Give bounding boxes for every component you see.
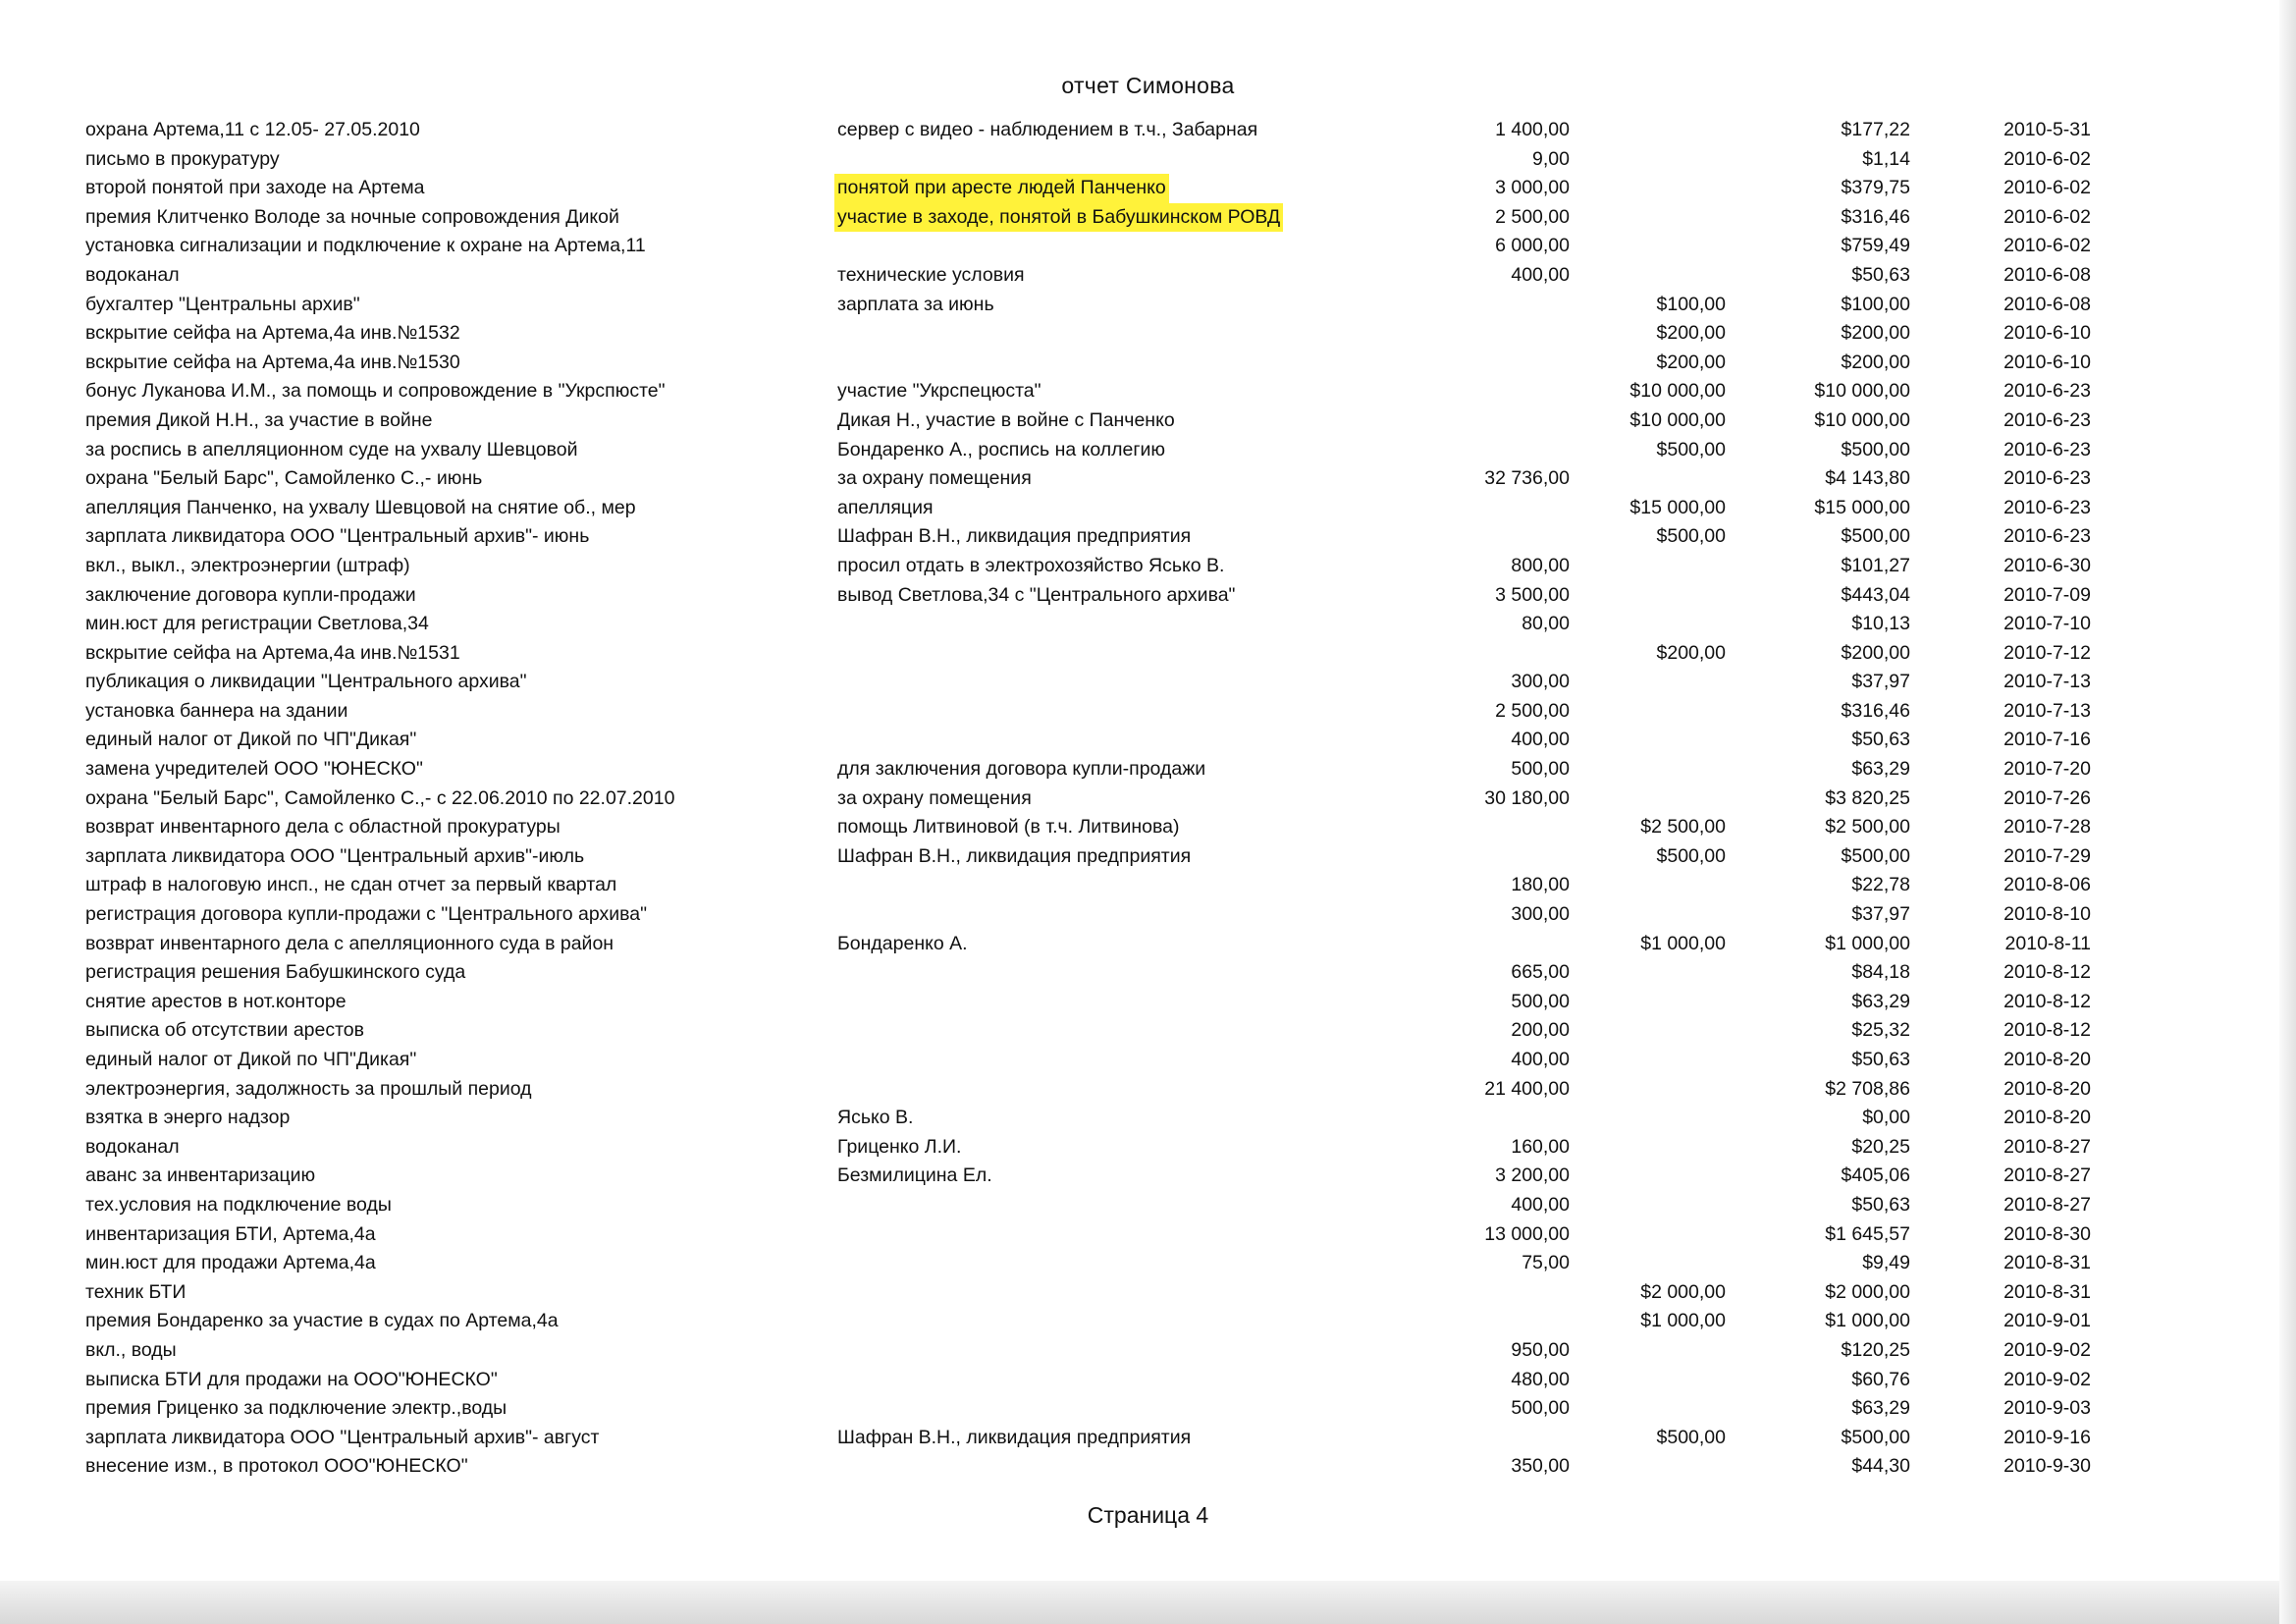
row-note: зарплата за июнь [837,293,994,315]
row-description: водоканал [85,263,180,286]
table-row [0,1452,2296,1482]
table-row [0,1162,2296,1191]
row-amount-usd: $10 000,00 [1814,380,1910,403]
row-amount-usd: $1 645,57 [1825,1222,1910,1245]
table-row [0,1133,2296,1163]
row-amount-usd: $37,97 [1851,903,1910,926]
row-amount-usd-direct: $15 000,00 [1629,496,1726,518]
row-date: 2010-8-10 [2003,903,2091,926]
row-amount-usd: $500,00 [1841,438,1910,460]
row-note: Дикая Н., участие в войне с Панченко [837,408,1175,431]
table-row [0,1336,2296,1366]
table-row [0,988,2296,1017]
row-amount-usd: $4 143,80 [1825,467,1910,490]
row-note: Гриценко Л.И. [837,1135,962,1158]
row-amount-usd: $1 000,00 [1825,1310,1910,1332]
row-note: за охрану помещения [837,786,1032,809]
table-row [0,1046,2296,1075]
row-amount-usd: $10 000,00 [1814,408,1910,431]
row-amount-usd-direct: $10 000,00 [1629,408,1726,431]
row-description: возврат инвентарного дела с апелляционного суда в район [85,932,614,954]
row-amount-uah: 13 000,00 [1484,1222,1570,1245]
row-amount-usd-direct: $100,00 [1656,293,1726,315]
row-amount-usd-direct: $200,00 [1656,351,1726,373]
row-amount-usd-direct: $2 000,00 [1640,1280,1726,1303]
table-row [0,291,2296,320]
table-row [0,900,2296,930]
row-description: зарплата ликвидатора ООО "Центральный архив"- июнь [85,525,590,548]
row-amount-usd: $63,29 [1851,1397,1910,1420]
row-amount-usd: $37,97 [1851,671,1910,693]
row-amount-usd: $177,22 [1841,119,1910,140]
row-date: 2010-6-02 [2003,205,2091,228]
row-amount-usd: $316,46 [1841,205,1910,228]
row-description: выписка об отсутствии арестов [85,1019,365,1042]
row-amount-usd: $10,13 [1851,613,1910,635]
table-row [0,261,2296,291]
row-amount-usd: $200,00 [1841,641,1910,664]
row-note: Безмилицина Ел. [837,1164,992,1187]
row-description: установка сигнализации и подключение к охране на Артема,11 [85,235,646,257]
row-amount-usd: $9,49 [1862,1252,1910,1274]
row-amount-usd: $63,29 [1851,758,1910,781]
row-note: просил отдать в электрохозяйство Ясько В. [837,554,1225,576]
row-amount-usd: $2 708,86 [1825,1077,1910,1100]
row-note: за охрану помещения [837,467,1032,490]
table-row [0,406,2296,436]
row-amount-usd: $2 500,00 [1825,816,1910,839]
row-description: бонус Луканова И.М., за помощь и сопровождение в "Укрспюсте" [85,380,666,403]
row-description: заключение договора купли-продажи [85,583,416,606]
row-amount-usd: $500,00 [1841,844,1910,867]
table-row [0,232,2296,261]
row-amount-uah: 2 500,00 [1495,699,1570,722]
row-description: премия Бондаренко за участие в судах по Артема,4а [85,1310,559,1332]
row-amount-uah: 3 000,00 [1495,177,1570,199]
row-date: 2010-9-03 [2003,1397,2091,1420]
table-row [0,464,2296,494]
row-date: 2010-9-30 [2003,1455,2091,1478]
row-amount-uah: 665,00 [1511,961,1570,984]
row-date: 2010-8-27 [2003,1135,2091,1158]
row-date: 2010-6-23 [2003,467,2091,490]
row-note: участие "Укрспецюста" [837,380,1041,403]
row-amount-usd-direct: $200,00 [1656,322,1726,345]
row-note: технические условия [837,263,1025,286]
row-amount-uah: 400,00 [1511,263,1570,286]
row-amount-usd: $84,18 [1851,961,1910,984]
row-amount-usd: $379,75 [1841,177,1910,199]
row-description: замена учредителей ООО "ЮНЕСКО" [85,758,423,781]
page-footer: Страница 4 [1087,1502,1209,1528]
table-row [0,755,2296,785]
row-amount-usd: $25,32 [1851,1019,1910,1042]
row-note: Шафран В.Н., ликвидация предприятия [837,844,1192,867]
row-amount-usd: $100,00 [1841,293,1910,315]
row-date: 2010-6-10 [2003,322,2091,345]
row-amount-uah: 400,00 [1511,729,1570,751]
row-date: 2010-9-02 [2003,1368,2091,1390]
row-amount-usd: $120,25 [1841,1338,1910,1361]
table-row [0,726,2296,755]
row-amount-uah: 800,00 [1511,554,1570,576]
row-amount-usd: $443,04 [1841,583,1910,606]
row-date: 2010-6-23 [2003,380,2091,403]
row-amount-uah: 300,00 [1511,903,1570,926]
row-description: вкл., выкл., электроэнергии (штраф) [85,554,410,576]
row-amount-uah: 400,00 [1511,1049,1570,1070]
table-row [0,581,2296,611]
row-amount-usd-direct: $200,00 [1656,641,1726,664]
table-row [0,174,2296,203]
row-date: 2010-6-23 [2003,496,2091,518]
row-date: 2010-7-16 [2003,729,2091,751]
table-row [0,813,2296,842]
row-date: 2010-8-12 [2003,1019,2091,1042]
row-amount-uah: 3 500,00 [1495,583,1570,606]
row-note: Ясько В. [837,1107,914,1129]
table-row [0,610,2296,639]
row-description: регистрация решения Бабушкинского суда [85,961,466,984]
row-amount-uah: 500,00 [1511,758,1570,781]
table-row [0,1424,2296,1453]
row-amount-uah: 2 500,00 [1495,205,1570,228]
row-amount-usd-direct: $10 000,00 [1629,380,1726,403]
table-row [0,377,2296,406]
row-date: 2010-7-09 [2003,583,2091,606]
row-note: Шафран В.Н., ликвидация предприятия [837,1426,1192,1448]
row-amount-usd-direct: $1 000,00 [1640,932,1726,954]
row-description: инвентаризация БТИ, Артема,4а [85,1222,376,1245]
row-date: 2010-8-12 [2003,990,2091,1012]
row-amount-uah: 75,00 [1522,1252,1570,1274]
row-description: премия Гриценко за подключение электр.,воды [85,1397,507,1420]
table-row [0,203,2296,233]
table-row [0,1220,2296,1250]
row-amount-usd: $60,76 [1851,1368,1910,1390]
row-date: 2010-6-02 [2003,147,2091,170]
row-amount-usd: $20,25 [1851,1135,1910,1158]
row-date: 2010-6-08 [2003,293,2091,315]
row-date: 2010-7-12 [2003,641,2091,664]
row-amount-uah: 500,00 [1511,990,1570,1012]
row-amount-usd-direct: $500,00 [1656,844,1726,867]
row-date: 2010-7-20 [2003,758,2091,781]
row-amount-uah: 500,00 [1511,1397,1570,1420]
table-row [0,116,2296,145]
row-description: аванс за инвентаризацию [85,1164,316,1187]
row-date: 2010-9-16 [2003,1426,2091,1448]
row-description: мин.юст для регистрации Светлова,34 [85,613,429,635]
row-amount-usd: $63,29 [1851,990,1910,1012]
page-title: отчет Симонова [1061,73,1235,98]
table-row [0,1278,2296,1308]
row-date: 2010-6-10 [2003,351,2091,373]
row-description: за роспись в апелляционном суде на ухвалу Шевцовой [85,438,578,460]
row-amount-uah: 21 400,00 [1484,1077,1570,1100]
row-amount-uah: 200,00 [1511,1019,1570,1042]
table-row [0,842,2296,872]
row-amount-usd: $2 000,00 [1825,1280,1910,1303]
row-amount-usd: $0,00 [1862,1107,1910,1129]
row-amount-uah: 1 400,00 [1495,119,1570,140]
table-row [0,1394,2296,1424]
row-amount-uah: 3 200,00 [1495,1164,1570,1187]
row-amount-usd-direct: $1 000,00 [1640,1310,1726,1332]
row-note: Бондаренко А. [837,932,968,954]
report-table [0,116,2296,1482]
row-date: 2010-8-11 [2004,932,2091,954]
table-row [0,145,2296,175]
table-row [0,1104,2296,1133]
row-amount-uah: 300,00 [1511,671,1570,693]
row-amount-uah: 160,00 [1511,1135,1570,1158]
row-amount-uah: 80,00 [1522,613,1570,635]
row-description: премия Клитченко Володе за ночные сопровождения Дикой [85,205,619,228]
row-note: сервер с видео - наблюдением в т.ч., Забарная [837,119,1258,140]
row-amount-usd-direct: $500,00 [1656,1426,1726,1448]
row-description: выписка БТИ для продажи на ООО"ЮНЕСКО" [85,1368,498,1390]
row-date: 2010-8-27 [2003,1164,2091,1187]
row-amount-usd-direct: $500,00 [1656,525,1726,548]
row-date: 2010-8-06 [2003,874,2091,896]
row-date: 2010-8-31 [2003,1280,2091,1303]
table-row [0,494,2296,523]
row-amount-usd: $3 820,25 [1825,786,1910,809]
row-amount-usd-direct: $2 500,00 [1640,816,1726,839]
row-description: тех.условия на подключение воды [85,1193,392,1216]
table-row [0,668,2296,697]
row-date: 2010-7-13 [2003,699,2091,722]
row-date: 2010-7-29 [2003,844,2091,867]
row-amount-usd: $200,00 [1841,351,1910,373]
row-date: 2010-6-08 [2003,263,2091,286]
table-row [0,436,2296,465]
table-row [0,785,2296,814]
table-row [0,1307,2296,1336]
scan-edge-bottom [0,1581,2296,1624]
row-description: зарплата ликвидатора ООО "Центральный архив"- август [85,1426,600,1448]
row-description: мин.юст для продажи Артема,4а [85,1252,376,1274]
row-amount-uah: 480,00 [1511,1368,1570,1390]
row-note: понятой при аресте людей Панченко [834,174,1169,203]
row-date: 2010-7-28 [2003,816,2091,839]
row-description: зарплата ликвидатора ООО "Центральный архив"-июль [85,844,585,867]
row-amount-usd: $500,00 [1841,1426,1910,1448]
row-amount-uah: 950,00 [1511,1338,1570,1361]
row-date: 2010-9-01 [2003,1310,2091,1332]
table-row [0,639,2296,669]
row-description: штраф в налоговую инсп., не сдан отчет за первый квартал [85,874,617,896]
row-description: письмо в прокуратуру [85,147,280,170]
row-amount-usd: $200,00 [1841,322,1910,345]
row-description: единый налог от Дикой по ЧП"Дикая" [85,1049,417,1070]
row-description: бухгалтер "Центральны архив" [85,293,360,315]
table-row [0,697,2296,727]
table-row [0,1075,2296,1105]
row-amount-usd: $50,63 [1851,1193,1910,1216]
row-description: апелляция Панченко, на ухвалу Шевцовой на снятие об., мер [85,496,636,518]
row-amount-usd-direct: $500,00 [1656,438,1726,460]
row-description: второй понятой при заходе на Артема [85,177,425,199]
row-description: охрана "Белый Барс", Самойленко С.,- июнь [85,467,483,490]
table-row [0,552,2296,581]
table-row [0,1191,2296,1220]
row-amount-uah: 9,00 [1532,147,1570,170]
row-amount-usd: $22,78 [1851,874,1910,896]
row-description: техник БТИ [85,1280,187,1303]
row-description: вскрытие сейфа на Артема,4а инв.№1532 [85,322,460,345]
row-note: помощь Литвиновой (в т.ч. Литвинова) [837,816,1180,839]
row-amount-usd: $50,63 [1851,263,1910,286]
row-date: 2010-7-10 [2003,613,2091,635]
row-amount-usd: $1 000,00 [1825,932,1910,954]
row-note: участие в заходе, понятой в Бабушкинском РОВД [834,203,1283,233]
row-date: 2010-9-02 [2003,1338,2091,1361]
row-note: Бондаренко А., роспись на коллегию [837,438,1166,460]
table-row [0,522,2296,552]
row-description: единый налог от Дикой по ЧП"Дикая" [85,729,417,751]
row-description: снятие арестов в нот.конторе [85,990,347,1012]
table-row [0,871,2296,900]
row-description: возврат инвентарного дела с областной прокуратуры [85,816,561,839]
row-date: 2010-6-02 [2003,177,2091,199]
row-amount-uah: 6 000,00 [1495,235,1570,257]
row-amount-usd: $15 000,00 [1814,496,1910,518]
row-description: регистрация договора купли-продажи с "Центрального архива" [85,903,648,926]
row-description: вскрытие сейфа на Артема,4а инв.№1531 [85,641,460,664]
row-date: 2010-8-20 [2003,1077,2091,1100]
row-description: взятка в энерго надзор [85,1107,291,1129]
row-amount-uah: 30 180,00 [1484,786,1570,809]
row-date: 2010-8-20 [2003,1049,2091,1070]
row-amount-uah: 400,00 [1511,1193,1570,1216]
row-amount-uah: 180,00 [1511,874,1570,896]
row-amount-usd: $101,27 [1841,554,1910,576]
row-note: Шафран В.Н., ликвидация предприятия [837,525,1192,548]
row-amount-usd: $50,63 [1851,729,1910,751]
row-date: 2010-6-02 [2003,235,2091,257]
table-row [0,1249,2296,1278]
row-date: 2010-8-31 [2003,1252,2091,1274]
row-amount-usd: $1,14 [1862,147,1910,170]
row-amount-usd: $500,00 [1841,525,1910,548]
row-note: вывод Светлова,34 с "Центрального архива" [837,583,1236,606]
row-description: вкл., воды [85,1338,177,1361]
row-date: 2010-7-26 [2003,786,2091,809]
row-date: 2010-5-31 [2003,119,2091,140]
row-description: водоканал [85,1135,180,1158]
row-amount-usd: $316,46 [1841,699,1910,722]
row-date: 2010-8-20 [2003,1107,2091,1129]
row-amount-usd: $44,30 [1851,1455,1910,1478]
row-description: электроэнергия, задолжность за прошлый период [85,1077,532,1100]
row-description: установка баннера на здании [85,699,348,722]
row-date: 2010-6-23 [2003,525,2091,548]
row-amount-uah: 350,00 [1511,1455,1570,1478]
row-date: 2010-6-23 [2003,438,2091,460]
row-date: 2010-7-13 [2003,671,2091,693]
table-row [0,319,2296,349]
row-description: премия Дикой Н.Н., за участие в войне [85,408,433,431]
row-date: 2010-8-27 [2003,1193,2091,1216]
row-date: 2010-8-30 [2003,1222,2091,1245]
row-description: внесение изм., в протокол ООО"ЮНЕСКО" [85,1455,468,1478]
row-description: охрана "Белый Барс", Самойленко С.,- с 22.06.2010 по 22.07.2010 [85,786,675,809]
row-amount-usd: $759,49 [1841,235,1910,257]
table-row [0,1016,2296,1046]
row-note: для заключения договора купли-продажи [837,758,1206,781]
table-row [0,958,2296,988]
row-amount-usd: $405,06 [1841,1164,1910,1187]
row-amount-uah: 32 736,00 [1484,467,1570,490]
row-date: 2010-8-12 [2003,961,2091,984]
row-note: апелляция [837,496,934,518]
row-description: охрана Артема,11 с 12.05- 27.05.2010 [85,119,420,140]
row-description: публикация о ликвидации "Центрального архива" [85,671,527,693]
table-row [0,349,2296,378]
row-date: 2010-6-23 [2003,408,2091,431]
row-description: вскрытие сейфа на Артема,4а инв.№1530 [85,351,460,373]
table-row [0,930,2296,959]
row-date: 2010-6-30 [2003,554,2091,576]
row-amount-usd: $50,63 [1851,1049,1910,1070]
table-row [0,1366,2296,1395]
